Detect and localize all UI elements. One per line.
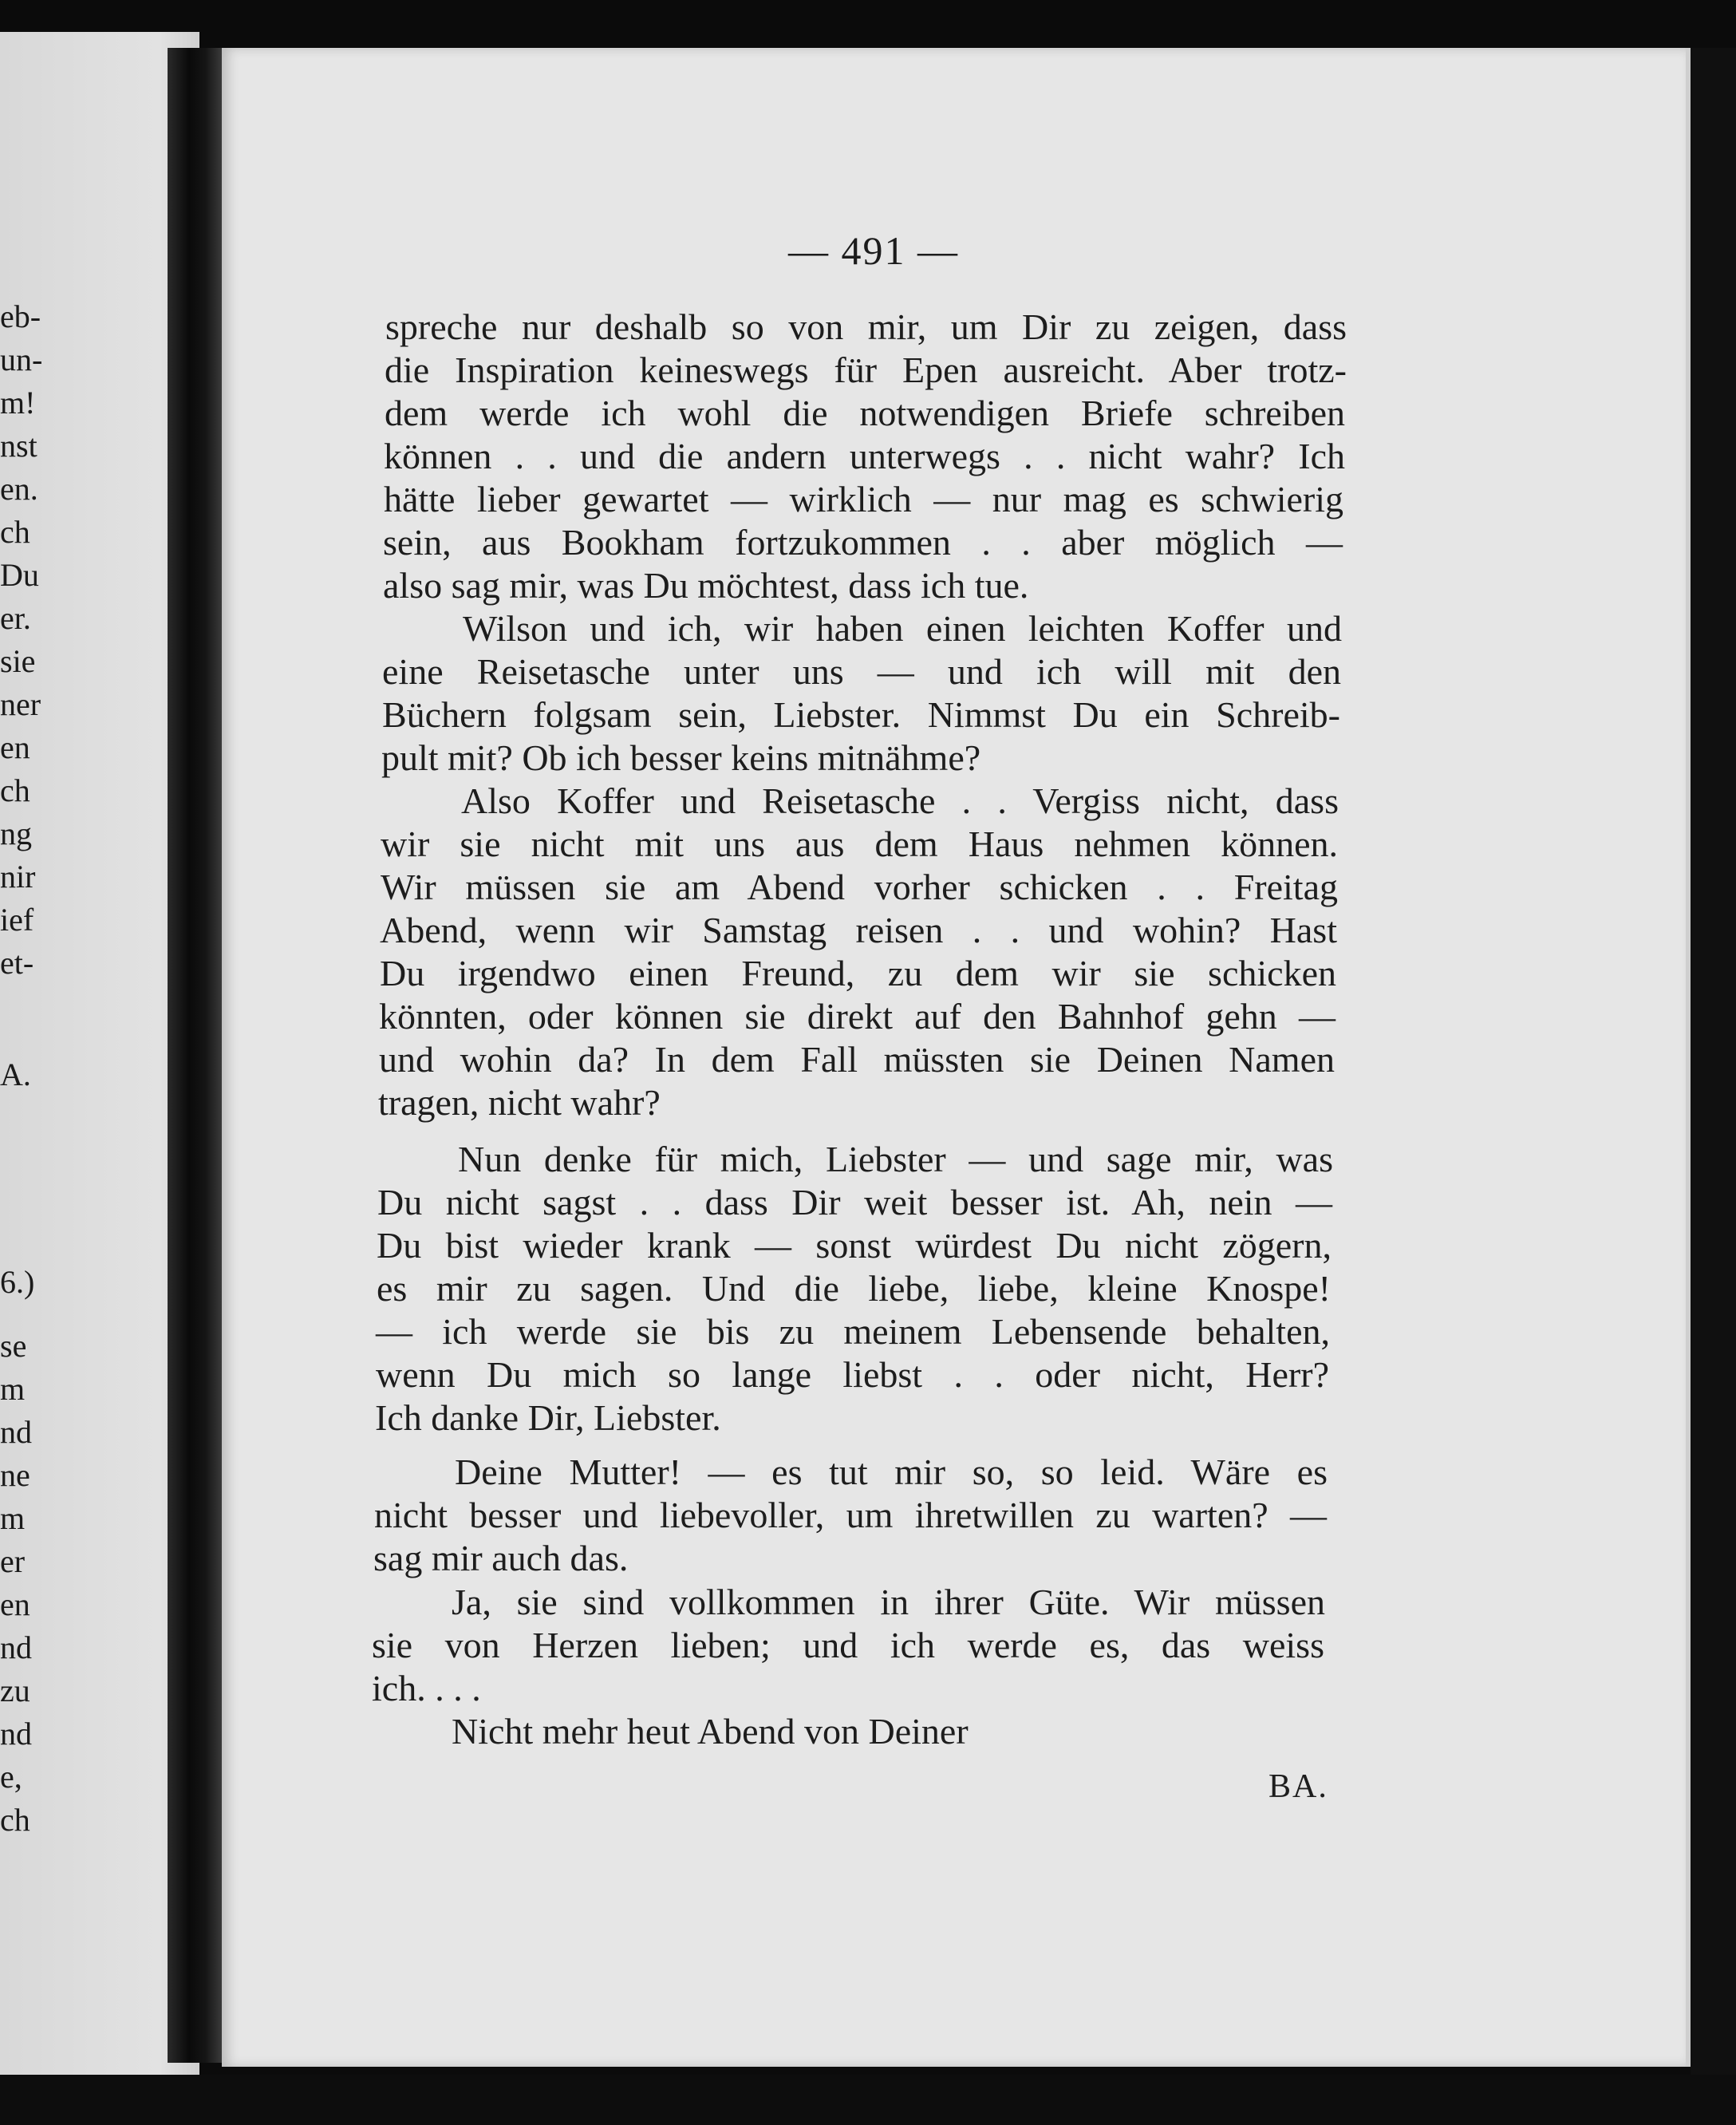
left-fragment: nst [0,428,37,464]
text-line: Wilson und ich, wir haben einen leichten Koffer und [463,608,1342,649]
left-fragment: sie [0,643,36,679]
page-number: — 491 — [788,228,959,273]
text-line: wir sie nicht mit uns aus dem Haus nehmen können. [381,824,1338,864]
text-line: Du bist wieder krank — sonst würdest Du nicht zögern, [377,1225,1332,1266]
left-fragment: ner [0,686,41,722]
text-line: hätte lieber gewartet — wirklich — nur mag es schwierig [384,479,1343,519]
text-line: dem werde ich wohl die notwendigen Briefe schreiben [385,393,1345,433]
left-fragment: nd [0,1414,32,1450]
text-line: tragen, nicht wahr? [378,1082,661,1123]
left-fragment: ne [0,1457,30,1493]
text-line: Also Koffer und Reisetasche . . Vergiss nicht, dass [461,780,1339,821]
text-line: sein, aus Bookham fortzukommen . . aber möglich — [383,522,1343,563]
left-fragment: er [0,1543,26,1579]
left-fragment: ch [0,1802,30,1838]
left-fragment: e, [0,1759,22,1795]
text-line: können . . und die andern unterwegs . . nicht wahr? Ich [384,436,1345,476]
left-fragment: eb- [0,298,41,334]
left-fragment: ch [0,772,30,808]
book-spine [168,48,222,2063]
left-fragment: Du [0,557,39,593]
left-fragment: en [0,1586,30,1622]
scan-border-top [0,0,1736,38]
left-fragment: nd [0,1716,32,1752]
text-line: eine Reisetasche unter uns — und ich will mit den [382,651,1341,692]
left-fragment: nd [0,1629,32,1665]
left-fragment: m! [0,385,36,421]
text-line: wenn Du mich so lange liebst . . oder nicht, Herr? [376,1354,1329,1395]
text-line: es mir zu sagen. Und die liebe, liebe, kleine Knospe! [377,1268,1331,1309]
text-line: nicht besser und liebevoller, um ihretwillen zu warten? — [374,1495,1327,1535]
left-fragment: ch [0,514,30,550]
text-line: Ja, sie sind vollkommen in ihrer Güte. Wir müssen [452,1582,1325,1622]
text-line: Nun denke für mich, Liebster — und sage mir, was [458,1139,1333,1179]
text-line: Ich danke Dir, Liebster. [375,1397,721,1438]
left-fragment: se [0,1328,27,1364]
text-line: und wohin da? In dem Fall müssten sie Deinen Namen [379,1039,1335,1080]
text-line: Du irgendwo einen Freund, zu dem wir sie schicken [380,953,1336,993]
text-line: Büchern folgsam sein, Liebster. Nimmst Du ein Schreib- [382,694,1340,735]
text-line: Wir müssen sie am Abend vorher schicken . . Freitag [381,867,1338,907]
text-line: sie von Herzen lieben; und ich werde es, das weiss [372,1625,1324,1665]
left-fragment: er. [0,600,31,636]
left-fragment: zu [0,1673,30,1708]
signature: BA. [1268,1768,1328,1805]
left-fragment: et- [0,945,34,981]
text-line: Abend, wenn wir Samstag reisen . . und wohin? Hast [380,910,1337,950]
left-fragment: ief [0,902,34,938]
text-line: die Inspiration keineswegs für Epen ausreicht. Aber trotz- [385,350,1347,390]
text-line: ich. . . . [372,1668,481,1708]
text-line: — ich werde sie bis zu meinem Lebensende behalten, [376,1311,1330,1352]
text-line: also sag mir, was Du möchtest, dass ich tue. [383,565,1029,606]
scan-border-bottom [0,2075,1736,2125]
left-fragment: en. [0,471,38,507]
left-fragment: 6.) [0,1264,35,1300]
text-line: sag mir auch das. [373,1538,629,1578]
text-line: Nicht mehr heut Abend von Deiner [452,1711,969,1752]
left-fragment: m [0,1371,26,1407]
left-fragment: en [0,729,30,765]
left-fragment: un- [0,342,43,377]
scan-border-right [1691,48,1736,2075]
left-fragment: nir [0,859,36,895]
text-line: pult mit? Ob ich besser keins mitnähme? [381,737,981,778]
text-line: spreche nur deshalb so von mir, um Dir zu zeigen, dass [385,306,1347,347]
text-line: könnten, oder können sie direkt auf den Bahnhof gehn — [379,996,1336,1037]
left-fragment: A. [0,1057,31,1092]
text-line: Du nicht sagst . . dass Dir weit besser ist. Ah, nein — [377,1182,1332,1222]
text-line: Deine Mutter! — es tut mir so, so leid. Wäre es [455,1452,1328,1492]
left-fragment: m [0,1500,26,1536]
left-fragment: ng [0,816,32,851]
